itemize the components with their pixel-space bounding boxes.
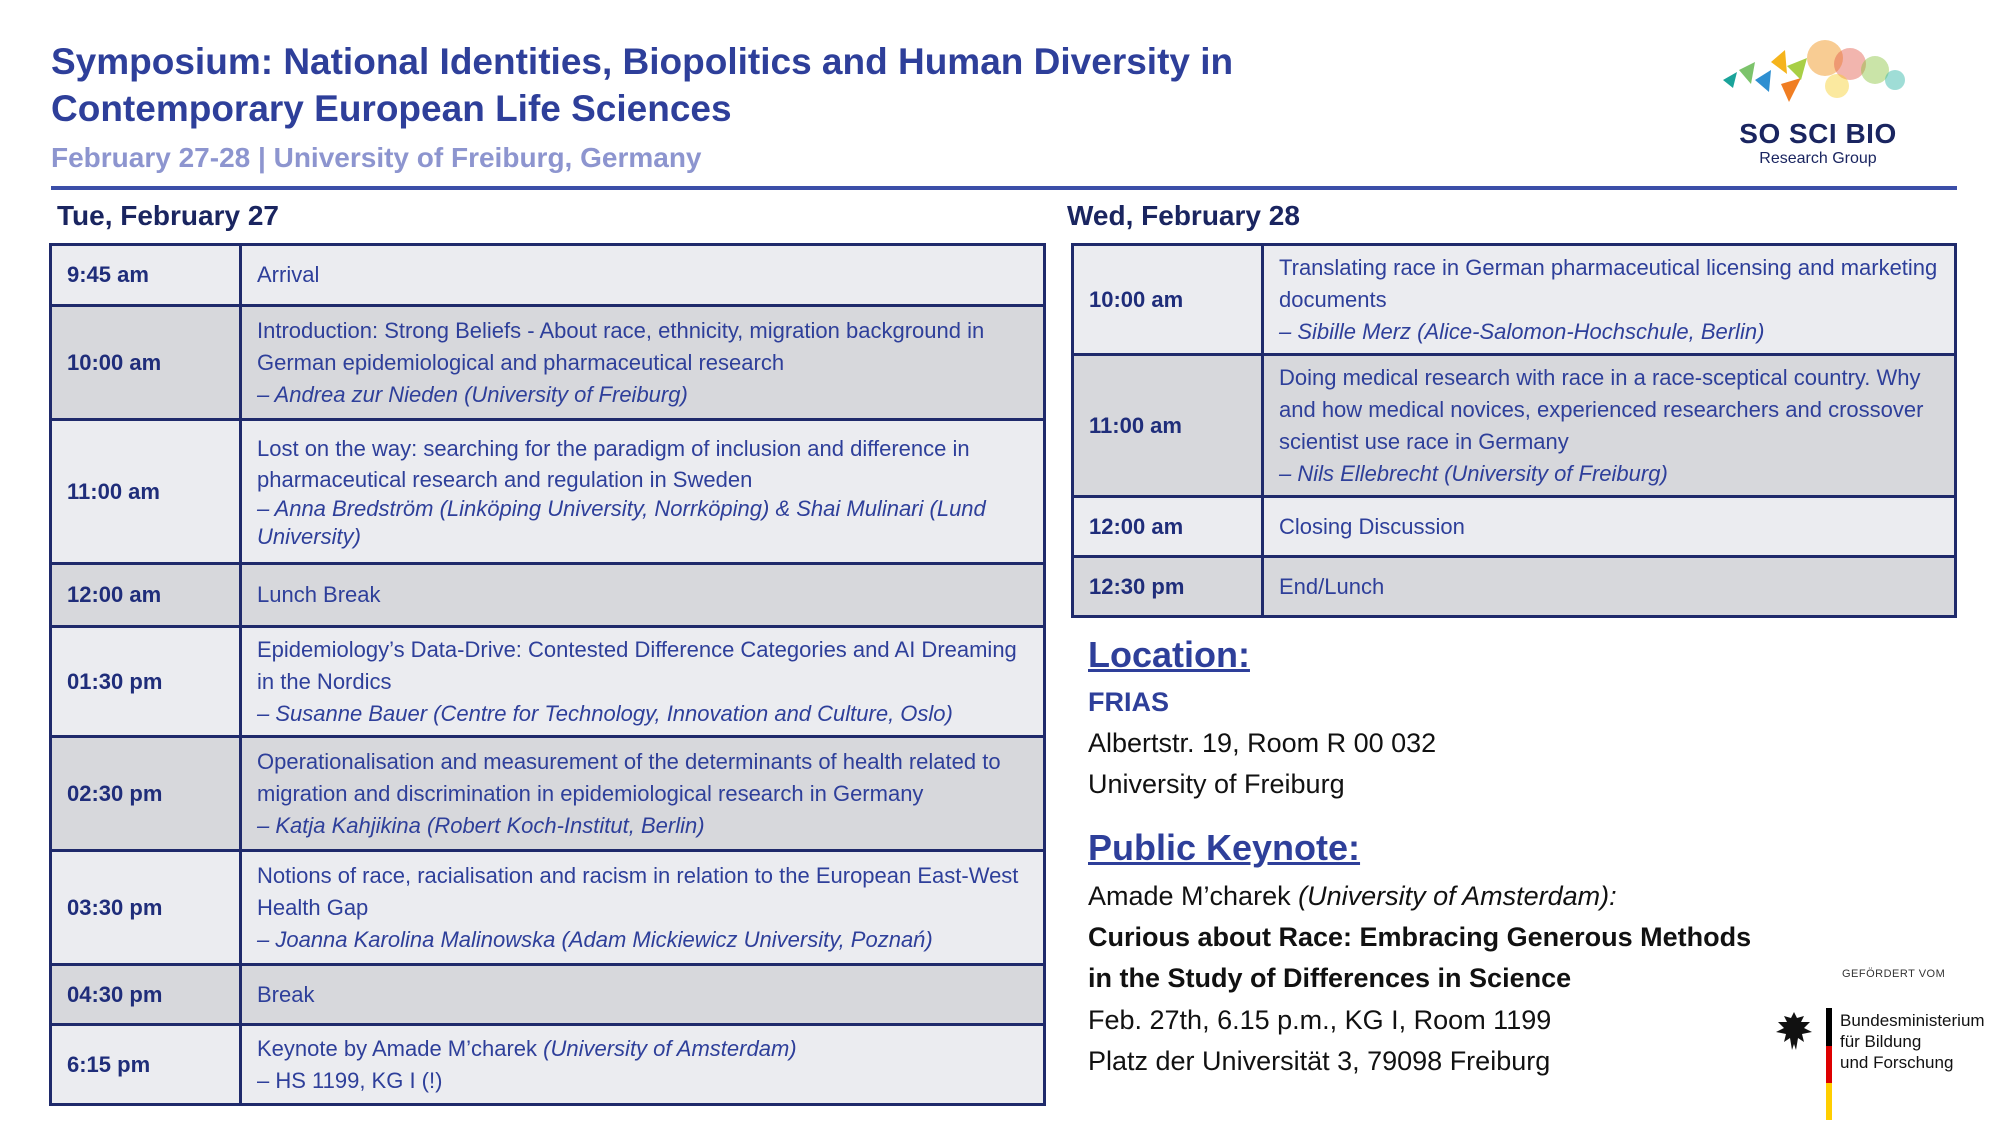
time-cell: 01:30 pm <box>51 627 241 737</box>
session-cell <box>1263 355 1956 497</box>
bmbf-line-2: für Bildung <box>1840 1032 1922 1051</box>
keynote-title-line-1: Curious about Race: Embracing Generous Methods <box>1088 922 1752 952</box>
table-row <box>1073 557 1956 617</box>
day2-title: Wed, February 28 <box>1067 200 1300 231</box>
bmbf-logo-text <box>1840 1010 1985 1073</box>
session-location: – HS 1199, KG I (!) <box>257 1067 443 1093</box>
logo-subtitle: Research Group <box>1759 150 1877 167</box>
german-flag-stripe <box>1826 1008 1832 1120</box>
table-row <box>51 306 1045 420</box>
session-speaker: – Andrea zur Nieden (University of Freiburg) <box>257 381 688 407</box>
session-cell <box>241 851 1045 965</box>
time-cell: 03:30 pm <box>51 851 241 965</box>
session-speaker: – Susanne Bauer (Centre for Technology, Innovation and Culture, Oslo) <box>257 700 953 726</box>
location-heading: Location: <box>1088 634 1250 675</box>
page-title <box>51 38 1351 132</box>
session-cell <box>1263 245 1956 355</box>
time-cell: 9:45 am <box>51 245 241 306</box>
session-affiliation: (University of Amsterdam) <box>543 1035 797 1061</box>
location-address: Albertstr. 19, Room R 00 032 <box>1088 728 1437 758</box>
table-row <box>51 564 1045 627</box>
day1-title: Tue, February 27 <box>57 200 280 231</box>
day1-schedule-table <box>49 243 1046 1106</box>
header-divider <box>51 186 1957 190</box>
session-title: Arrival <box>257 262 320 287</box>
session-title: Introduction: Strong Beliefs - About race, ethnicity, migration background in German epidemiological and pharmaceutical research <box>257 317 985 375</box>
session-cell <box>241 1025 1045 1105</box>
session-cell <box>241 306 1045 420</box>
time-cell: 10:00 am <box>51 306 241 420</box>
table-row <box>1073 355 1956 497</box>
table-row <box>51 1025 1045 1105</box>
session-title: Doing medical research with race in a race-sceptical country. Why and how medical novices, experienced researchers and crossover scientist use race in Germany <box>1279 364 1924 454</box>
table-row <box>51 420 1045 564</box>
federal-eagle-icon <box>1774 1010 1814 1054</box>
session-speaker: – Joanna Karolina Malinowska (Adam Mickiewicz University, Poznań) <box>257 926 933 952</box>
session-cell <box>241 627 1045 737</box>
page-subtitle: February 27-28 | University of Freiburg, Germany <box>51 142 702 173</box>
session-title: Translating race in German pharmaceutical licensing and marketing documents <box>1279 254 1938 312</box>
session-title: Lost on the way: searching for the paradigm of inclusion and difference in pharmaceutical research and regulation in Sweden <box>257 435 970 492</box>
keynote-speaker: Amade M’charek <box>1088 881 1299 911</box>
table-row <box>51 737 1045 851</box>
time-cell: 12:00 am <box>1073 497 1263 557</box>
time-cell: 6:15 pm <box>51 1025 241 1105</box>
session-title: Notions of race, racialisation and racism in relation to the European East-West Health Gap <box>257 862 1019 920</box>
time-cell: 12:00 am <box>51 564 241 627</box>
time-cell: 11:00 am <box>51 420 241 564</box>
session-speaker: – Anna Bredström (Linköping University, Norrköping) & Shai Mulinari (Lund University) <box>257 495 986 549</box>
time-cell: 10:00 am <box>1073 245 1263 355</box>
session-cell <box>241 737 1045 851</box>
keynote-title-line-2: in the Study of Differences in Science <box>1088 963 1572 993</box>
time-cell: 04:30 pm <box>51 965 241 1025</box>
table-row <box>51 245 1045 306</box>
session-cell <box>241 420 1045 564</box>
session-title: Closing Discussion <box>1279 513 1465 539</box>
session-cell <box>241 965 1045 1025</box>
session-speaker: – Nils Ellebrecht (University of Freiburg) <box>1279 460 1668 486</box>
location-university: University of Freiburg <box>1088 769 1345 799</box>
session-cell <box>241 245 1045 306</box>
session-title: Keynote by Amade M’charek <box>257 1035 544 1061</box>
time-cell: 11:00 am <box>1073 355 1263 497</box>
title-line-2: Contemporary European Life Sciences <box>51 88 732 129</box>
session-cell <box>1263 497 1956 557</box>
table-row <box>51 851 1045 965</box>
session-cell <box>1263 557 1956 617</box>
bmbf-line-3: und Forschung <box>1840 1053 1954 1072</box>
session-title: Operationalisation and measurement of the determinants of health related to migration and discrimination in epidemiological research in Germany <box>257 748 1001 806</box>
session-title: Epidemiology’s Data-Drive: Contested Difference Categories and AI Dreaming in the Nordics <box>257 636 1017 694</box>
funded-by-label: GEFÖRDERT VOM <box>1842 968 1946 980</box>
keynote-when: Feb. 27th, 6.15 p.m., KG I, Room 1199 <box>1088 1005 1552 1035</box>
table-row <box>1073 245 1956 355</box>
location-venue: FRIAS <box>1088 687 1169 717</box>
session-speaker: – Sibille Merz (Alice-Salomon-Hochschule, Berlin) <box>1279 318 1765 344</box>
session-title: End/Lunch <box>1279 573 1385 599</box>
keynote-heading: Public Keynote: <box>1088 827 1361 868</box>
time-cell: 02:30 pm <box>51 737 241 851</box>
session-speaker: – Katja Kahjikina (Robert Koch-Institut, Berlin) <box>257 812 705 838</box>
bmbf-line-1: Bundesministerium <box>1840 1011 1985 1030</box>
logo-name: SO SCI BIO <box>1739 118 1897 149</box>
table-row <box>1073 497 1956 557</box>
day2-schedule-table <box>1071 243 1957 618</box>
time-cell: 12:30 pm <box>1073 557 1263 617</box>
table-row <box>51 627 1045 737</box>
keynote-where: Platz der Universität 3, 79098 Freiburg <box>1088 1046 1551 1076</box>
session-title: Break <box>257 981 315 1007</box>
title-line-1: Symposium: National Identities, Biopolitics and Human Diversity in <box>51 41 1234 82</box>
session-title: Lunch Break <box>257 582 381 607</box>
session-cell <box>241 564 1045 627</box>
table-row <box>51 965 1045 1025</box>
keynote-affiliation: (University of Amsterdam): <box>1298 881 1617 911</box>
keynote-speaker-line <box>1088 876 1617 917</box>
